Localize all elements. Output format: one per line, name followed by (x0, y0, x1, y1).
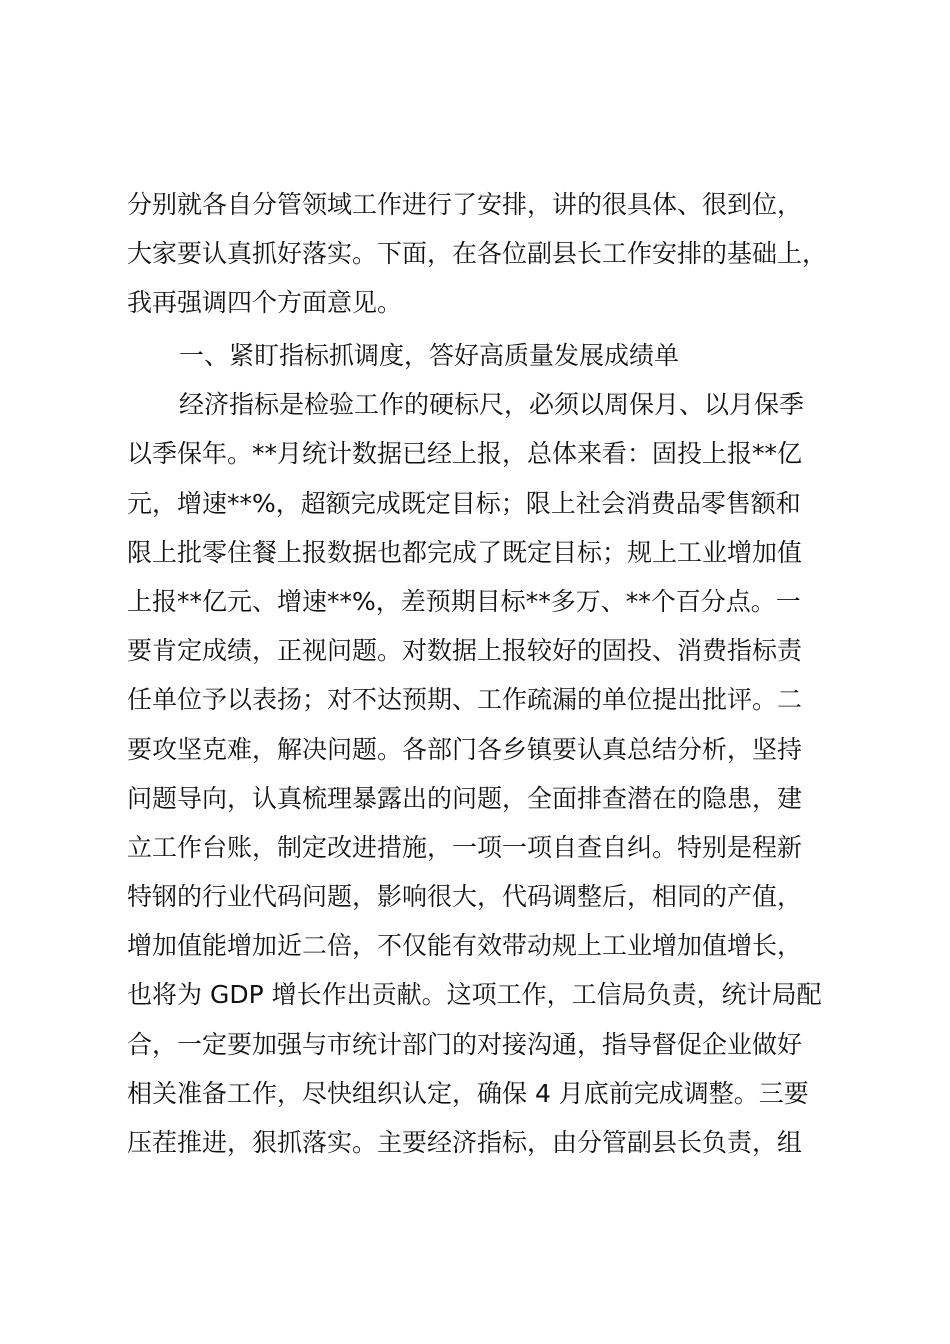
intro-paragraph (127, 180, 847, 328)
text-line: 限上批零住餐上报数据也都完成了既定目标；规上工业增加值 (127, 537, 803, 567)
section-heading: 一、紧盯指标抓调度，答好高质量发展成绩单 (179, 341, 680, 370)
section-one (127, 331, 847, 1167)
text-line: 合，一定要加强与市统计部门的对接沟通，指导督促企业做好 (127, 1029, 803, 1059)
text-line: 要攻坚克难，解决问题。各部门各乡镇要认真总结分析，坚持 (127, 734, 803, 764)
text-line: 以季保年。**月统计数据已经上报，总体来看：固投上报**亿 (127, 439, 803, 469)
text-line: 上报**亿元、增速**%，差预期目标**多万、**个百分点。一 (127, 586, 801, 616)
text-line: 分别就各自分管领域工作进行了安排，讲的很具体、很到位， (127, 190, 803, 219)
text-line: 经济指标是检验工作的硬标尺，必须以周保月、以月保季 (179, 390, 805, 420)
text-line: 要肯定成绩，正视问题。对数据上报较好的固投、消费指标责 (127, 636, 803, 666)
text-line: 压茬推进，狠抓落实。主要经济指标，由分管副县长负责，组 (127, 1128, 803, 1157)
text-line: 增加值能增加近二倍，不仅能有效带动规上工业增加值增长， (127, 931, 803, 961)
text-line: 问题导向，认真梳理暴露出的问题，全面排查潜在的隐患，建 (127, 783, 803, 813)
text-line: 我再强调四个方面意见。 (127, 288, 403, 318)
text-line: 元，增速**%，超额完成既定目标；限上社会消费品零售额和 (127, 488, 801, 518)
text-line: 大家要认真抓好落实。下面，在各位副县长工作安排的基础上， (127, 239, 828, 269)
text-line: 也将为 GDP 增长作出贡献。这项工作，工信局负责，统计局配 (127, 980, 822, 1010)
text-line: 立工作台账，制定改进措施，一项一项自查自纠。特别是程新 (127, 832, 803, 862)
text-line: 特钢的行业代码问题，影响很大，代码调整后，相同的产值， (127, 882, 803, 912)
text-line: 相关准备工作，尽快组织认定，确保 4 月底前完成调整。三要 (127, 1078, 809, 1108)
text-line: 任单位予以表扬；对不达预期、工作疏漏的单位提出批评。二 (127, 685, 803, 715)
